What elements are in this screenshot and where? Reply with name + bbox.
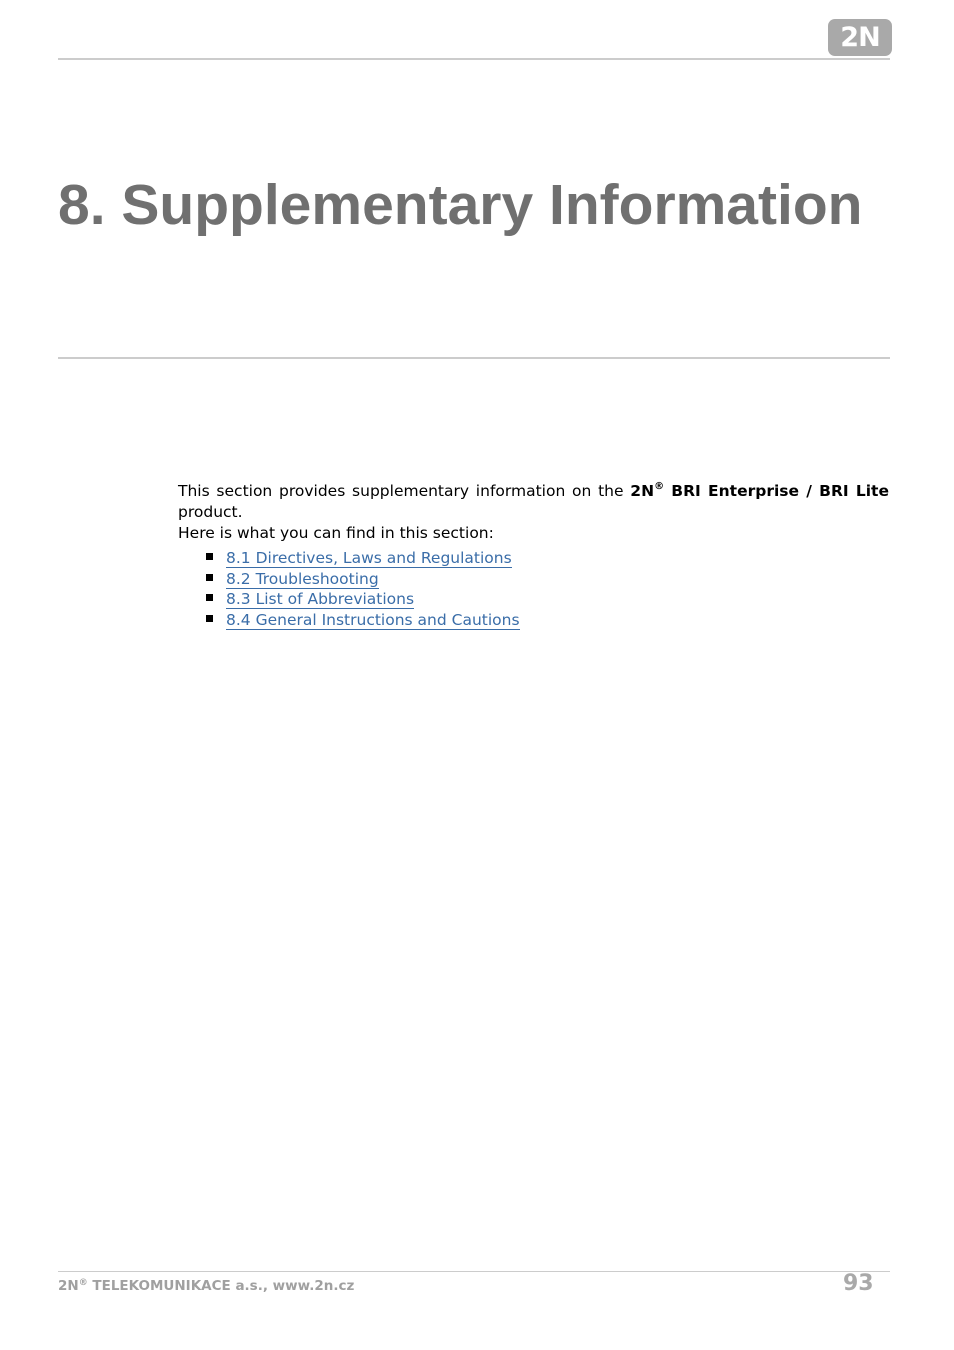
chapter-title: 8. Supplementary Information bbox=[58, 173, 863, 237]
toc-link-troubleshooting[interactable]: 8.2 Troubleshooting bbox=[226, 569, 379, 588]
toc-item bbox=[206, 610, 889, 631]
intro-text-after: product. bbox=[178, 503, 243, 521]
title-rule bbox=[58, 357, 890, 359]
brand-logo bbox=[828, 19, 892, 56]
footer-brand: 2N bbox=[58, 1278, 79, 1294]
logo-text: 2N bbox=[840, 22, 880, 53]
footer-company bbox=[58, 1278, 354, 1294]
intro-paragraph bbox=[178, 481, 889, 523]
section-content bbox=[178, 481, 889, 631]
toc-item bbox=[206, 589, 889, 610]
toc-link-directives[interactable]: 8.1 Directives, Laws and Regulations bbox=[226, 549, 512, 567]
intro-reg-mark: ® bbox=[654, 481, 665, 492]
toc-link-abbreviations[interactable]: 8.3 List of Abbreviations bbox=[226, 590, 415, 609]
bullet-icon bbox=[206, 574, 213, 581]
footer-reg-mark: ® bbox=[78, 1278, 88, 1288]
intro-text-before: This section provides supplementary information on the bbox=[178, 482, 631, 500]
toc-item bbox=[206, 548, 889, 569]
intro-lead-in: Here is what you can find in this section: bbox=[178, 524, 494, 542]
toc-link-cautions[interactable]: 8.4 General Instructions and Cautions bbox=[226, 611, 520, 630]
toc-item bbox=[206, 569, 889, 590]
toc-list bbox=[178, 548, 889, 631]
bullet-icon bbox=[206, 553, 213, 560]
header-rule bbox=[58, 58, 890, 60]
page-number: 93 bbox=[843, 1271, 874, 1296]
bullet-icon bbox=[206, 615, 213, 622]
footer-company-text: TELEKOMUNIKACE a.s., www.2n.cz bbox=[87, 1278, 355, 1294]
bullet-icon bbox=[206, 594, 213, 601]
intro-product-name: BRI Enterprise / BRI Lite bbox=[664, 482, 889, 500]
footer-rule bbox=[58, 1271, 890, 1272]
intro-brand: 2N bbox=[630, 482, 655, 500]
